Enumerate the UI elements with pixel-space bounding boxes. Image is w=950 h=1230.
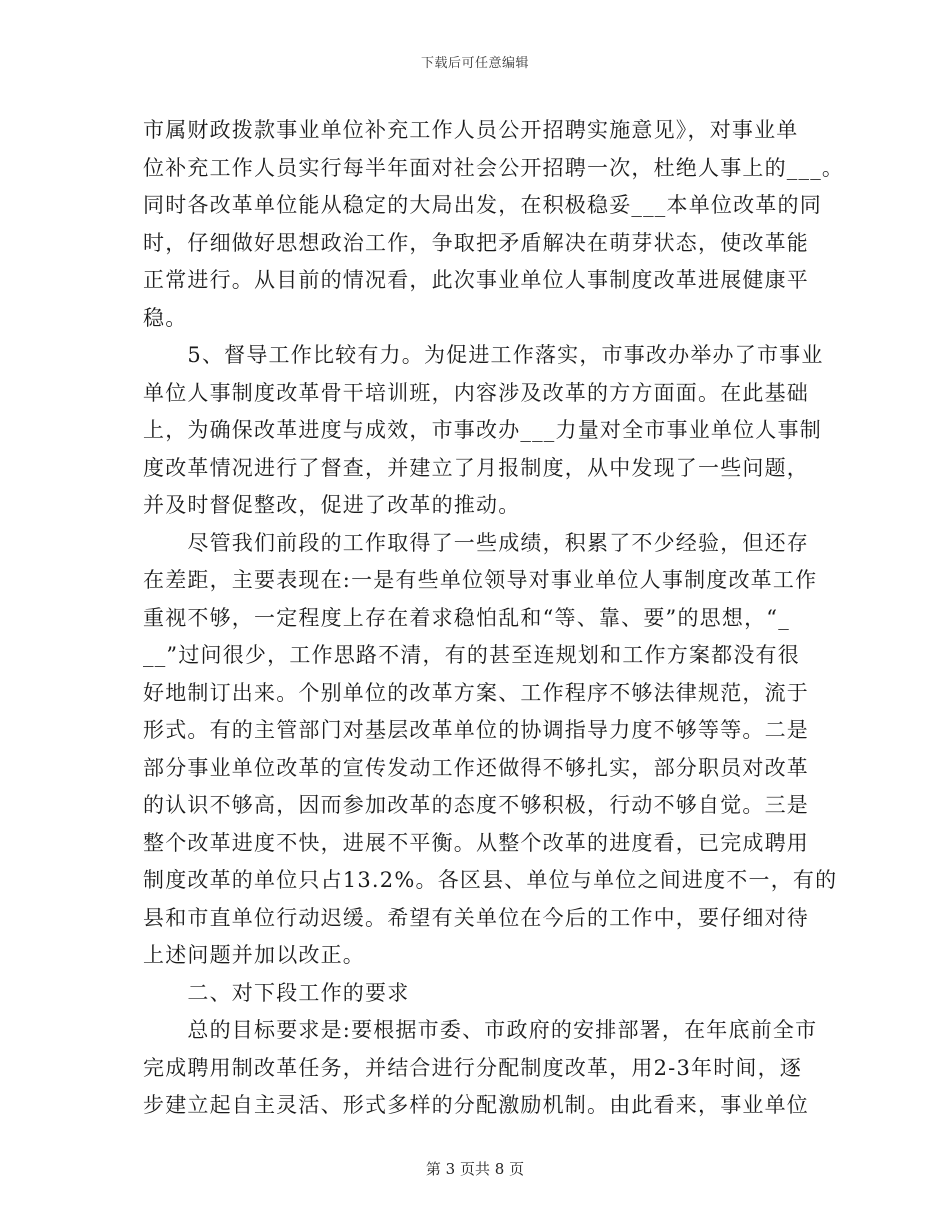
text-line: 稳。: [143, 305, 188, 330]
text-line: 好地制订出来。个别单位的改革方案、工作程序不够法律规范，流于: [143, 680, 809, 705]
text-line: 重视不够，一定程度上存在着求稳怕乱和“等、靠、要”的思想，“_: [143, 605, 790, 630]
text-line: 整个改革进度不快，进展不平衡。从整个改革的进度看，已完成聘用: [143, 830, 809, 855]
text-line: 度改革情况进行了督查，并建立了月报制度，从中发现了一些问题，: [143, 455, 809, 480]
text-line: 上，为确保改革进度与成效，市事改办___力量对全市事业单位人事制: [143, 418, 822, 442]
text-line: 5、督导工作比较有力。为促进工作落实，市事改办举办了市事业: [143, 343, 824, 367]
text-line: 位补充工作人员实行每半年面对社会公开招聘一次，杜绝人事上的___。: [143, 155, 845, 180]
text-line: 正常进行。从目前的情况看，此次事业单位人事制度改革进展健康平: [143, 268, 809, 292]
text-line: 市属财政拨款事业单位补充工作人员公开招聘实施意见》，对事业单: [143, 118, 799, 142]
paragraph-shortcomings: [143, 525, 838, 975]
text-line: 形式。有的主管部门对基层改革单位的协调指导力度不够等等。二是: [143, 718, 809, 742]
text-line: 制度改革的单位只占13.2%。各区县、单位与单位之间进度不一，有的: [143, 868, 838, 892]
text-line: 在差距，主要表现在:一是有些单位领导对事业单位人事制度改革工作: [143, 568, 818, 592]
text-line: 上述问题并加以改正。: [143, 943, 365, 967]
text-line: 时，仔细做好思想政治工作，争取把矛盾解决在萌芽状态，使改革能: [143, 230, 809, 255]
text-line: 县和市直单位行动迟缓。希望有关单位在今后的工作中，要仔细对待: [143, 905, 809, 930]
text-line: 单位人事制度改革骨干培训班，内容涉及改革的方方面面。在此基础: [143, 380, 809, 405]
text-line: 步建立起自主灵活、形式多样的分配激励机制。由此看来，事业单位: [143, 1093, 809, 1117]
text-line: 的认识不够高，因而参加改革的态度不够积极，行动不够自觉。三是: [143, 793, 809, 817]
text-line: 尽管我们前段的工作取得了一些成绩，积累了不少经验，但还存: [143, 530, 809, 555]
text-line: 完成聘用制改革任务，并结合进行分配制度改革，用2-3年时间，逐: [143, 1055, 803, 1080]
text-line: 部分事业单位改革的宣传发动工作还做得不够扎实，部分职员对改革: [143, 755, 809, 780]
text-line: 并及时督促整改，促进了改革的推动。: [143, 493, 521, 517]
page-number-footer: 第 3 页共 8 页: [425, 1160, 525, 1178]
paragraph-goals: [143, 1012, 818, 1125]
page-header: 下载后可任意编辑: [420, 56, 529, 71]
document-body: [143, 112, 845, 1125]
text-line: 同时各改革单位能从稳定的大局出发，在积极稳妥___本单位改革的同: [143, 193, 822, 217]
text-line: __”过问很少，工作思路不清，有的甚至连规划和工作方案都没有很: [143, 643, 800, 667]
text-line: 二、对下段工作的要求: [143, 980, 410, 1005]
paragraph-supervision: [143, 337, 824, 525]
paragraph-recruitment: [143, 112, 845, 337]
text-line: 总的目标要求是:要根据市委、市政府的安排部署，在年底前全市: [143, 1018, 818, 1042]
section-heading: [143, 975, 808, 1013]
